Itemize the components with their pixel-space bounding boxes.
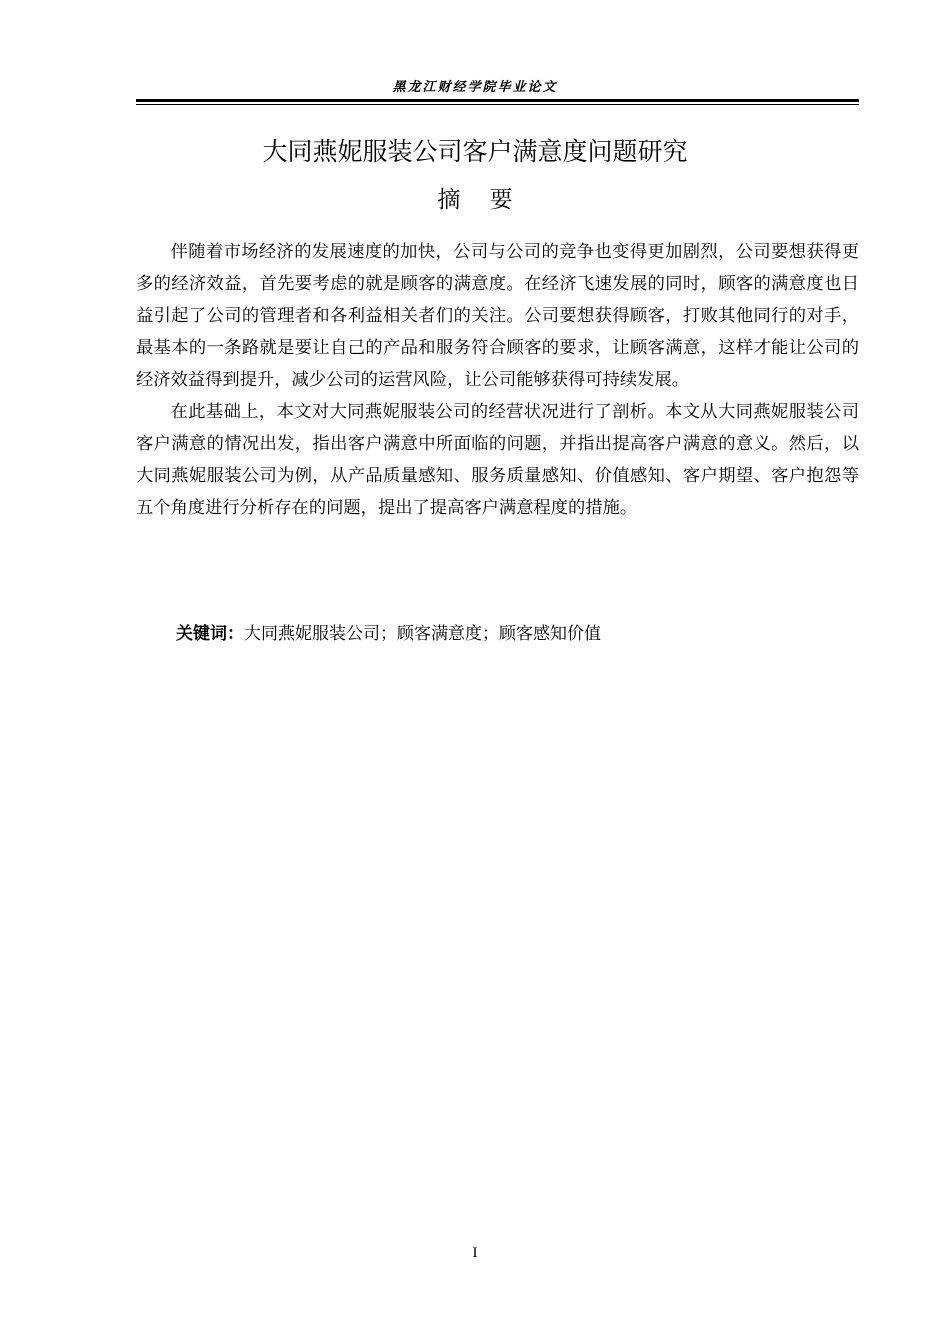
header-rule-thick	[136, 99, 859, 102]
abstract-heading: 摘 要	[437, 187, 513, 213]
keywords-line	[176, 619, 601, 649]
keywords-text: 大同燕妮服装公司；顾客满意度；顾客感知价值	[244, 624, 601, 644]
page-number: I	[472, 1245, 478, 1261]
abstract-paragraph-1: 伴随着市场经济的发展速度的加快，公司与公司的竞争也变得更加剧烈，公司要想获得更多的经济效益，首先要考虑的就是顾客的满意度。在经济飞速发展的同时，顾客的满意度也日益引起了公司的管理者和各利益相关者们的关注。公司要想获得顾客，打败其他同行的对手，最基本的一条路就是要让自己的产品和服务符合顾客的要求，让顾客满意，这样才能让公司的经济效益得到提升，减少公司的运营风险，让公司能够获得可持续发展。	[136, 242, 859, 390]
running-header: 黑龙江财经学院毕业论文	[392, 80, 558, 95]
thesis-title: 大同燕妮服装公司客户满意度问题研究	[262, 137, 688, 166]
abstract-body	[136, 236, 859, 524]
keywords-label: 关键词：	[176, 624, 244, 644]
header-rule-thin	[136, 104, 859, 105]
abstract-paragraph-2: 在此基础上，本文对大同燕妮服装公司的经营状况进行了剖析。本文从大同燕妮服装公司客户满意的情况出发，指出客户满意中所面临的问题，并指出提高客户满意的意义。然后，以大同燕妮服装公司为例，从产品质量感知、服务质量感知、价值感知、客户期望、客户抱怨等五个角度进行分析存在的问题，提出了提高客户满意程度的措施。	[136, 402, 859, 518]
